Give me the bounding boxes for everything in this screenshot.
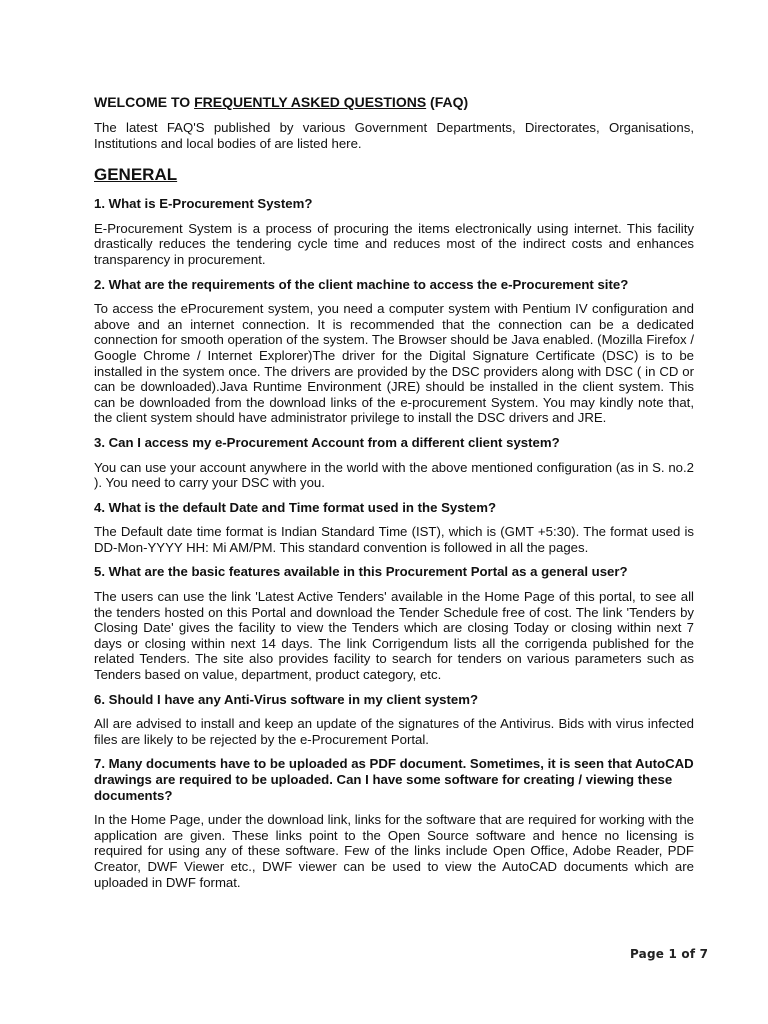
intro-paragraph: The latest FAQ'S published by various Government Departments, Directorates, Organisations, Institutions and local bodies of are listed here. (94, 120, 694, 151)
faq-question-2: 2. What are the requirements of the client machine to access the e-Procurement site? (94, 276, 629, 292)
title-prefix: WELCOME TO (94, 94, 195, 110)
page-title (94, 94, 694, 111)
title-underlined: FREQUENTLY ASKED QUESTIONS (194, 94, 427, 110)
faq-answer-2: To access the eProcurement system, you need a computer system with Pentium IV configuration and above and an internet connection. It is recommended that the connection can be a dedicated connection for smooth operation of the system. The Browser should be Java enabled. (Mozilla Firefox / Google Chrome / Internet Explorer)The driver for the Digital Signature Certificate (DSC) is to be installed in the system once. The drivers are provided by the DSC providers along with DSC ( in CD or can be downloaded).Java Runtime Environment (JRE) should be installed in the client system. This can be downloaded from the download links of the e-procurement System. You may kindly note that, the client system should have administrator privilege to install the DSC drivers and JRE. (94, 301, 694, 426)
document-page (94, 94, 694, 899)
faq-answer-1: E-Procurement System is a process of procuring the items electronically using internet. This facility drastically reduces the tendering cycle time and reduces most of the indirect costs and enhances transparency in procurement. (94, 220, 694, 267)
faq-question-1: 1. What is E-Procurement System? (94, 196, 313, 212)
faq-answer-7: In the Home Page, under the download link, links for the software that are required for working with the application are given. These links point to the Open Source software and hence no licensing is required for using any of these software. Few of the links include Open Office, Adobe Reader, PDF Creator, DWF Viewer etc., DWF viewer can be used to view the AutoCAD documents which are uploaded in DWF format. (94, 812, 694, 890)
faq-answer-3: You can use your account anywhere in the world with the above mentioned configuration (as in S. no.2 ). You need to carry your DSC with you. (94, 459, 694, 491)
faq-question-7: 7. Many documents have to be uploaded as PDF document. Sometimes, it is seen that AutoCAD drawings are required to be uploaded. Can I have some software for creating / viewing these documents? (94, 756, 694, 803)
faq-answer-5: The users can use the link 'Latest Active Tenders' available in the Home Page of this portal, to see all the tenders hosted on this Portal and download the Tender Schedule free of cost. The link 'Tenders by Closing Date' gives the facility to view the Tenders which are closing Today or closing within next 7 days or closing within next 14 days. The link Corrigendum lists all the corrigenda published for the related Tenders. The site also provides facility to search for tenders on various parameters such as Tenders based on value, department, product category, etc. (94, 589, 694, 683)
faq-question-3: 3. Can I access my e-Procurement Account from a different client system? (94, 434, 560, 450)
faq-question-4: 4. What is the default Date and Time format used in the System? (94, 499, 497, 515)
faq-question-6: 6. Should I have any Anti-Virus software in my client system? (94, 691, 479, 707)
faq-answer-4: The Default date time format is Indian Standard Time (IST), which is (GMT +5:30). The format used is DD-Mon-YYYY HH: Mi AM/PM. This standard convention is followed in all the pages. (94, 524, 694, 555)
title-suffix: (FAQ) (426, 94, 469, 110)
faq-question-5: 5. What are the basic features available in this Procurement Portal as a general user? (94, 564, 628, 580)
section-heading-general: GENERAL (94, 165, 178, 185)
page-number: Page 1 of 7 (630, 947, 709, 961)
faq-answer-6: All are advised to install and keep an update of the signatures of the Antivirus. Bids with virus infected files are likely to be rejected by the e-Procurement Portal. (94, 716, 694, 747)
